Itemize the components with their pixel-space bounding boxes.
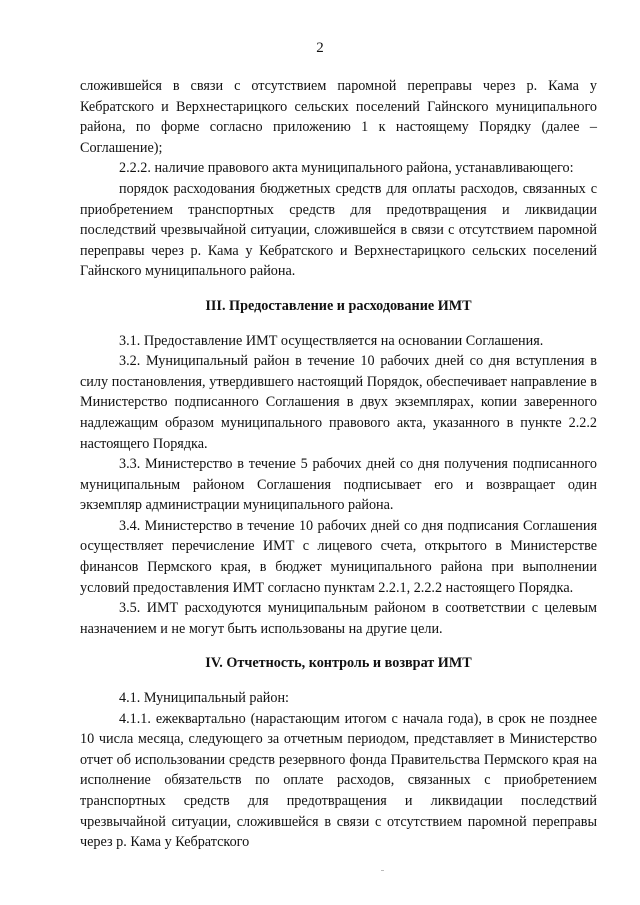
paragraph-3-4: 3.4. Министерство в течение 10 рабочих дней со дня подписания Соглашения осуществляет перечисление ИМТ с лицевого счета, открытого в Министерстве финансов Пермского края, в бюджет муниципального района при выполнении условий предоставления ИМТ согласно пунктам 2.2.1, 2.2.2 настоящего Порядка. xyxy=(80,517,597,596)
paragraph-3-1: 3.1. Предоставление ИМТ осуществляется на основании Соглашения. xyxy=(119,332,544,349)
section-4-title: IV. Отчетность, контроль и возврат ИМТ xyxy=(205,655,472,672)
paragraph-3-5: 3.5. ИМТ расходуются муниципальным районом в соответствии с целевым назначением и не могут быть использованы на другие цели. xyxy=(80,600,597,637)
paragraph-continuation: сложившейся в связи с отсутствием паромной переправы через р. Кама у Кебратского и Верхнестарицкого сельских поселений Гайнского муниципального района, по форме согласно приложению 1 к настоящему Порядку (далее – Соглашение); xyxy=(80,78,597,156)
paragraph-3-2: 3.2. Муниципальный район в течение 10 рабочих дней со дня вступления в силу постановления, утвердившего настоящий Порядок, обеспечивает направление в Министерство подписанного Соглашения в двух экземплярах, копии заверенного надлежащим образом муниципального правового акта, указанного в пункте 2.2.2 настоящего Порядка. xyxy=(80,353,597,452)
paragraph-2-2-2: 2.2.2. наличие правового акта муниципального района, устанавливающего: xyxy=(119,160,574,177)
paragraph-3-3: 3.3. Министерство в течение 5 рабочих дней со дня получения подписанного муниципальным районом Соглашения подписывает его и возвращает один экземпляр администрации муниципального района. xyxy=(80,456,597,514)
scan-artifact xyxy=(381,870,384,871)
paragraph-4-1: 4.1. Муниципальный район: xyxy=(119,690,289,707)
paragraph-spending-order: порядок расходования бюджетных средств для оплаты расходов, связанных с приобретением транспортных средств для предотвращения и ликвидации последствий чрезвычайной ситуации, сложившейся в связи с отсутствием паромной переправы через р. Кама у Кебратского и Верхнестарицкого сельских поселений Гайнского муниципального района. xyxy=(80,180,597,280)
section-3-title: III. Предоставление и расходование ИМТ xyxy=(205,297,472,314)
page-number: 2 xyxy=(316,40,324,56)
paragraph-4-1-1: 4.1.1. ежеквартально (нарастающим итогом с начала года), в срок не позднее 10 числа месяца, следующего за отчетным периодом, представляет в Министерство отчет об использовании средств резервного фонда Правительства Пермского края на исполнение обязательств по оплате расходов, связанных с приобретением транспортных средств для предотвращения и ликвидации последствий чрезвычайной ситуации, сложившейся в связи с отсутствием паромной переправы через р. Кама у Кебратского xyxy=(80,710,597,851)
document-body xyxy=(80,76,597,853)
